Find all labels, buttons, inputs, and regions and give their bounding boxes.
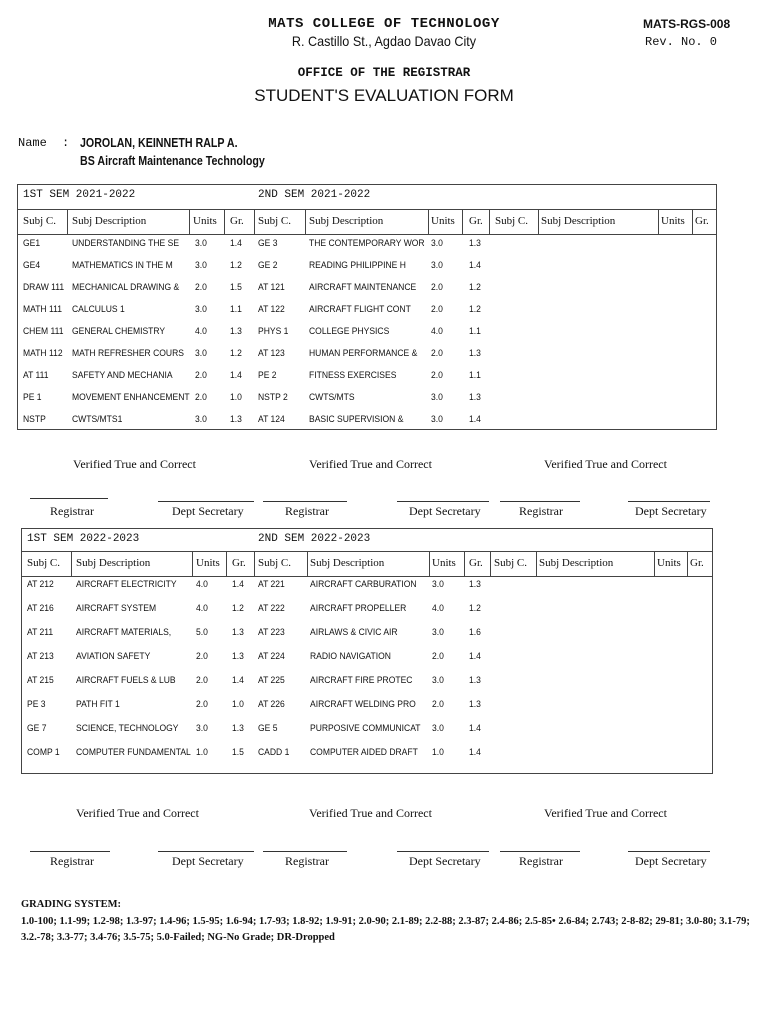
course-code: PHYS 1 (258, 326, 289, 337)
header-units: Units (193, 215, 217, 227)
course-code: AT 111 (23, 370, 49, 381)
course-units: 3.0 (432, 579, 444, 590)
course-units: 2.0 (432, 699, 444, 710)
course-units: 2.0 (195, 282, 207, 293)
course-grade: 1.4 (232, 579, 244, 590)
course-code: AT 123 (258, 348, 285, 359)
form-title: STUDENT'S EVALUATION FORM (254, 86, 514, 105)
course-code: AT 225 (258, 675, 285, 686)
course-code: CADD 1 (258, 747, 290, 758)
course-units: 4.0 (196, 603, 208, 614)
header-grade: Gr. (690, 557, 704, 569)
header-desc: Subj Description (309, 215, 384, 227)
header-code: Subj C. (27, 557, 61, 569)
course-grade: 1.3 (232, 723, 244, 734)
course-desc: COMPUTER AIDED DRAFT (310, 747, 418, 758)
year2-sem1-label: 1ST SEM 2022-2023 (27, 533, 140, 545)
course-units: 4.0 (196, 579, 208, 590)
course-units: 3.0 (431, 238, 443, 249)
form-code: MATS-RGS-008 (643, 17, 731, 31)
dept-secretary-label: Dept Secretary (409, 504, 481, 518)
course-units: 3.0 (431, 414, 443, 425)
course-units: 3.0 (431, 392, 443, 403)
course-desc: AIRCRAFT FIRE PROTEC (310, 675, 413, 686)
signature-line (158, 501, 254, 502)
dept-secretary-label: Dept Secretary (172, 854, 244, 868)
year2-table (21, 528, 713, 774)
course-desc: AIRLAWS & CIVIC AIR (310, 627, 398, 638)
course-desc: UNDERSTANDING THE SE (72, 238, 180, 249)
signature-line (500, 501, 580, 502)
course-desc: SCIENCE, TECHNOLOGY (76, 723, 179, 734)
course-code: NSTP (23, 414, 46, 425)
header-code: Subj C. (258, 557, 292, 569)
course-code: GE 7 (27, 723, 47, 734)
course-units: 3.0 (195, 238, 207, 249)
header-grade: Gr. (695, 215, 709, 227)
signature-line (628, 851, 710, 852)
course-code: AT 221 (258, 579, 285, 590)
course-grade: 1.4 (469, 651, 481, 662)
signature-line (158, 851, 254, 852)
course-code: GE 3 (258, 238, 278, 249)
signature-line (397, 851, 489, 852)
course-grade: 1.1 (469, 326, 481, 337)
course-units: 3.0 (195, 260, 207, 271)
course-units: 3.0 (432, 675, 444, 686)
year2-header-row (22, 551, 712, 577)
course-desc: AIRCRAFT WELDING PRO (310, 699, 416, 710)
course-units: 2.0 (432, 651, 444, 662)
registrar-label: Registrar (519, 854, 563, 868)
student-name: JOROLAN, KEINNETH RALP A. (80, 135, 238, 150)
course-code: AT 226 (258, 699, 285, 710)
verified-text: Verified True and Correct (76, 806, 199, 820)
course-grade: 1.3 (469, 348, 481, 359)
course-code: MATH 112 (23, 348, 63, 359)
signature-line (628, 501, 710, 502)
name-label: Name (18, 136, 47, 150)
course-desc: SAFETY AND MECHANIA (72, 370, 173, 381)
header-units: Units (661, 215, 685, 227)
course-grade: 1.4 (469, 414, 481, 425)
revision-number: Rev. No. 0 (645, 35, 718, 49)
course-code: PE 3 (27, 699, 46, 710)
course-code: AT 211 (27, 627, 54, 638)
course-code: GE 5 (258, 723, 278, 734)
course-grade: 1.4 (230, 238, 242, 249)
course-units: 2.0 (195, 392, 207, 403)
course-grade: 1.4 (469, 747, 481, 758)
course-units: 3.0 (432, 723, 444, 734)
course-desc: MATH REFRESHER COURS (72, 348, 184, 359)
header-desc: Subj Description (76, 557, 151, 569)
course-code: AT 212 (27, 579, 54, 590)
verified-text: Verified True and Correct (73, 457, 196, 471)
header-desc: Subj Description (72, 215, 147, 227)
course-desc: CWTS/MTS (309, 392, 355, 403)
course-grade: 1.0 (230, 392, 242, 403)
course-grade: 1.2 (469, 603, 481, 614)
course-desc: CWTS/MTS1 (72, 414, 123, 425)
header-units: Units (657, 557, 681, 569)
course-units: 2.0 (195, 370, 207, 381)
course-code: DRAW 111 (23, 282, 65, 293)
course-desc: COLLEGE PHYSICS (309, 326, 390, 337)
dept-secretary-label: Dept Secretary (635, 504, 707, 518)
course-grade: 1.1 (469, 370, 481, 381)
year2-sem2-label: 2ND SEM 2022-2023 (258, 533, 371, 545)
office-title: OFFICE OF THE REGISTRAR (297, 66, 471, 80)
course-desc: RADIO NAVIGATION (310, 651, 391, 662)
course-grade: 1.3 (469, 675, 481, 686)
course-units: 1.0 (196, 747, 208, 758)
course-code: AT 223 (258, 627, 285, 638)
signature-line (263, 851, 347, 852)
registrar-label: Registrar (285, 854, 329, 868)
course-units: 4.0 (431, 326, 443, 337)
course-desc: AIRCRAFT CARBURATION (310, 579, 417, 590)
course-desc: GENERAL CHEMISTRY (72, 326, 166, 337)
year1-sem2-label: 2ND SEM 2021-2022 (258, 189, 371, 201)
header-desc: Subj Description (541, 215, 616, 227)
course-code: GE1 (23, 238, 41, 249)
grading-title: GRADING SYSTEM: (21, 899, 122, 910)
course-grade: 1.3 (230, 326, 242, 337)
verified-text: Verified True and Correct (309, 806, 432, 820)
student-course: BS Aircraft Maintenance Technology (80, 153, 265, 168)
course-units: 2.0 (431, 304, 443, 315)
course-desc: AIRCRAFT MAINTENANCE (309, 282, 417, 293)
signature-line (500, 851, 580, 852)
signature-line (263, 501, 347, 502)
course-desc: AIRCRAFT ELECTRICITY (76, 579, 177, 590)
registrar-label: Registrar (285, 504, 329, 518)
course-desc: PURPOSIVE COMMUNICAT (310, 723, 421, 734)
course-units: 2.0 (196, 651, 208, 662)
header-units: Units (431, 215, 455, 227)
header-grade: Gr. (469, 557, 483, 569)
course-desc: AIRCRAFT MATERIALS, (76, 627, 172, 638)
course-code: AT 124 (258, 414, 285, 425)
course-grade: 1.3 (232, 627, 244, 638)
course-code: AT 216 (27, 603, 54, 614)
course-grade: 1.4 (230, 370, 242, 381)
course-grade: 1.3 (469, 238, 481, 249)
course-code: CHEM 111 (23, 326, 64, 337)
course-units: 3.0 (195, 414, 207, 425)
course-desc: PATH FIT 1 (76, 699, 120, 710)
course-code: AT 215 (27, 675, 54, 686)
course-desc: AIRCRAFT SYSTEM (76, 603, 157, 614)
course-grade: 1.3 (230, 414, 242, 425)
course-desc: AVIATION SAFETY (76, 651, 151, 662)
course-desc: HUMAN PERFORMANCE & (309, 348, 418, 359)
course-code: NSTP 2 (258, 392, 288, 403)
course-code: AT 121 (258, 282, 285, 293)
name-colon: : (62, 136, 70, 150)
course-code: AT 213 (27, 651, 54, 662)
registrar-label: Registrar (50, 854, 94, 868)
course-grade: 1.3 (469, 699, 481, 710)
school-address: R. Castillo St., Agdao Davao City (291, 33, 477, 49)
course-desc: READING PHILIPPINE H (309, 260, 406, 271)
course-grade: 1.2 (469, 304, 481, 315)
header-units: Units (196, 557, 220, 569)
signature-line (30, 851, 110, 852)
course-code: PE 2 (258, 370, 277, 381)
course-units: 4.0 (432, 603, 444, 614)
signature-line (397, 501, 489, 502)
dept-secretary-label: Dept Secretary (172, 504, 244, 518)
course-code: AT 224 (258, 651, 285, 662)
course-units: 2.0 (431, 282, 443, 293)
header-code: Subj C. (495, 215, 529, 227)
header-code: Subj C. (494, 557, 528, 569)
course-grade: 1.3 (232, 651, 244, 662)
verified-text: Verified True and Correct (309, 457, 432, 471)
course-units: 3.0 (195, 348, 207, 359)
course-code: COMP 1 (27, 747, 60, 758)
course-units: 2.0 (431, 370, 443, 381)
course-desc: BASIC SUPERVISION & (309, 414, 404, 425)
course-grade: 1.3 (469, 392, 481, 403)
verified-text: Verified True and Correct (544, 457, 667, 471)
header-desc: Subj Description (539, 557, 614, 569)
course-code: GE4 (23, 260, 41, 271)
course-desc: AIRCRAFT FUELS & LUB (76, 675, 176, 686)
header-units: Units (432, 557, 456, 569)
course-desc: COMPUTER FUNDAMENTAL (76, 747, 191, 758)
course-units: 2.0 (196, 675, 208, 686)
header-code: Subj C. (23, 215, 57, 227)
course-grade: 1.2 (469, 282, 481, 293)
course-grade: 1.4 (232, 675, 244, 686)
course-units: 3.0 (432, 627, 444, 638)
course-grade: 1.0 (232, 699, 244, 710)
course-units: 2.0 (196, 699, 208, 710)
course-desc: THE CONTEMPORARY WOR (309, 238, 425, 249)
course-grade: 1.6 (469, 627, 481, 638)
dept-secretary-label: Dept Secretary (635, 854, 707, 868)
course-grade: 1.4 (469, 260, 481, 271)
course-grade: 1.5 (230, 282, 242, 293)
course-desc: FITNESS EXERCISES (309, 370, 397, 381)
header-grade: Gr. (469, 215, 483, 227)
course-grade: 1.2 (230, 260, 242, 271)
course-units: 4.0 (195, 326, 207, 337)
course-grade: 1.2 (232, 603, 244, 614)
header-grade: Gr. (230, 215, 244, 227)
course-units: 3.0 (196, 723, 208, 734)
course-desc: MECHANICAL DRAWING & (72, 282, 180, 293)
year1-table (17, 184, 717, 430)
header-grade: Gr. (232, 557, 246, 569)
verified-text: Verified True and Correct (544, 806, 667, 820)
course-grade: 1.5 (232, 747, 244, 758)
course-code: MATH 111 (23, 304, 62, 315)
dept-secretary-label: Dept Secretary (409, 854, 481, 868)
school-name: MATS COLLEGE OF TECHNOLOGY (268, 16, 500, 32)
course-units: 3.0 (431, 260, 443, 271)
course-code: AT 222 (258, 603, 285, 614)
course-units: 2.0 (431, 348, 443, 359)
signature-line (30, 498, 108, 499)
registrar-label: Registrar (50, 504, 94, 518)
course-desc: CALCULUS 1 (72, 304, 125, 315)
course-desc: MATHEMATICS IN THE M (72, 260, 173, 271)
course-units: 3.0 (195, 304, 207, 315)
course-code: AT 122 (258, 304, 285, 315)
registrar-label: Registrar (519, 504, 563, 518)
header-desc: Subj Description (310, 557, 385, 569)
course-desc: AIRCRAFT PROPELLER (310, 603, 407, 614)
course-grade: 1.4 (469, 723, 481, 734)
header-code: Subj C. (258, 215, 292, 227)
course-code: GE 2 (258, 260, 278, 271)
course-units: 5.0 (196, 627, 208, 638)
grading-text: 1.0-100; 1.1-99; 1.2-98; 1.3-97; 1.4-96; 1.5-95; 1.6-94; 1.7-93; 1.8-92; 1.9-91; 2.0-90; 2.1-89; 2.2-88; 2.3-87; 2.4-86; 2.5-85• 2.6-84; 2.743; 2-8-82; 29-81; 3.0-80; 3.1-79; 3.2.-78; 3.3-77; 3.4-76; 3.5-75; 5.0-Failed; NG-No Grade; DR-Dropped (21, 916, 750, 943)
course-desc: AIRCRAFT FLIGHT CONT (309, 304, 411, 315)
course-units: 1.0 (432, 747, 444, 758)
course-desc: MOVEMENT ENHANCEMENT (72, 392, 190, 403)
year1-header-row (18, 209, 716, 235)
course-grade: 1.2 (230, 348, 242, 359)
course-grade: 1.3 (469, 579, 481, 590)
course-grade: 1.1 (230, 304, 242, 315)
year1-sem1-label: 1ST SEM 2021-2022 (23, 189, 136, 201)
course-code: PE 1 (23, 392, 42, 403)
